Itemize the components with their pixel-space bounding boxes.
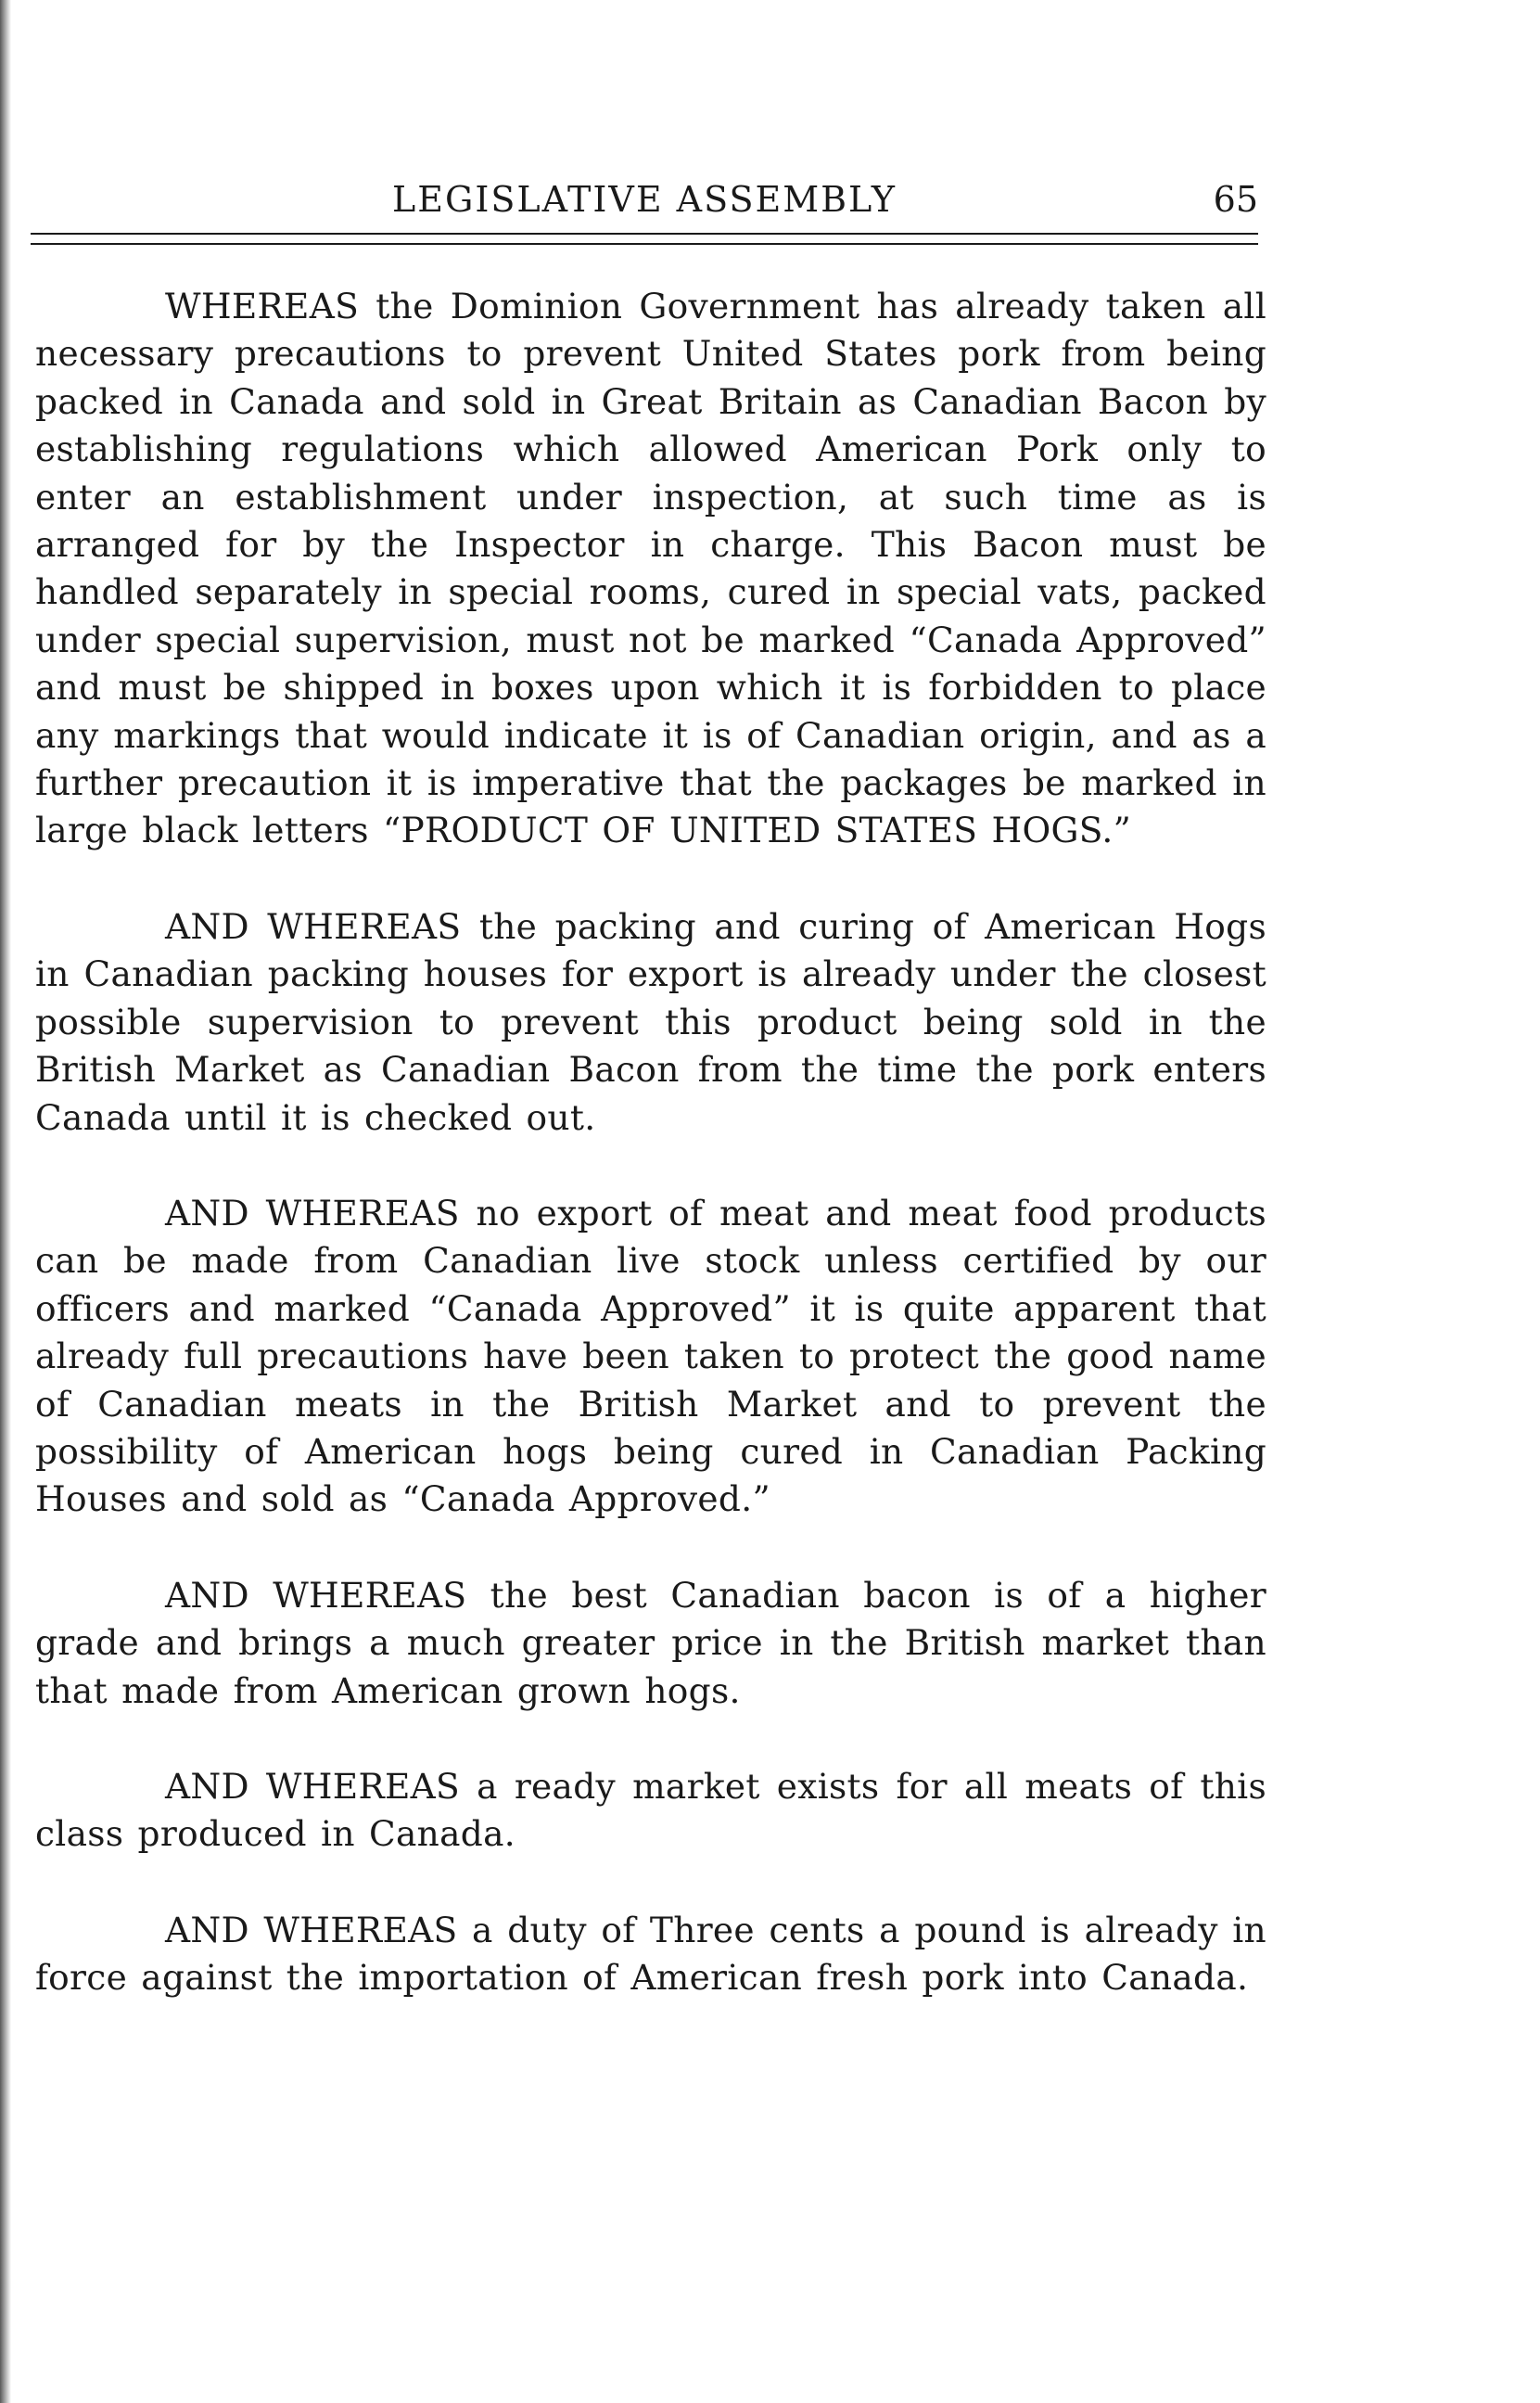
binding-shadow: [0, 0, 11, 2403]
paragraph-whereas-dominion-government: WHEREAS the Dominion Government has already taken all necessary precautions to prevent United States pork from being packed in Canada and sold in Great Britain as Canadian Bacon by establishing regulations which allowed American Pork only to enter an establishment under inspection, at such time as is arranged for by the Inspector in charge. This Bacon must be handled separately in special rooms, cured in special vats, packed under special supervision, must not be marked “Canada Approved” and must be shipped in boxes upon which it is forbidden to place any markings that would indicate it is of Canadian origin, and as a further precaution it is imperative that the packages be marked in large black letters “PRODUCT OF UNITED STATES HOGS.”: [35, 286, 1266, 851]
paragraph-whereas-no-export: AND WHEREAS no export of meat and meat food products can be made from Canadian live stock unless certified by our officers and marked “Canada Approved” it is quite apparent that already full precautions have been taken to protect the good name of Canadian meats in the British Market and to prevent the possibility of American hogs being cured in Canadian Packing Houses and sold as “Canada Approved.”: [35, 1192, 1266, 1520]
header-rule-bottom: [31, 243, 1258, 245]
paragraph-whereas-best-bacon: AND WHEREAS the best Canadian bacon is of a higher grade and brings a much greater price in the British market than that made from American grown hogs.: [35, 1574, 1266, 1711]
paragraph-whereas-duty: AND WHEREAS a duty of Three cents a pound is already in force against the importation of American fresh pork into Canada.: [35, 1909, 1266, 1999]
header-title: LEGISLATIVE ASSEMBLY: [392, 179, 897, 220]
paragraph-whereas-ready-market: AND WHEREAS a ready market exists for all meats of this class produced in Canada.: [35, 1765, 1266, 1855]
running-header: [31, 176, 1258, 223]
body-text: [35, 283, 1266, 2051]
paragraph-whereas-packing-curing: AND WHEREAS the packing and curing of American Hogs in Canadian packing houses for export is already under the closest possible supervision to prevent this product being sold in the British Market as Canadian Bacon from the time the pork enters Canada until it is checked out.: [35, 905, 1266, 1138]
page-number: 65: [1213, 179, 1258, 220]
header-rule-top: [31, 233, 1258, 235]
